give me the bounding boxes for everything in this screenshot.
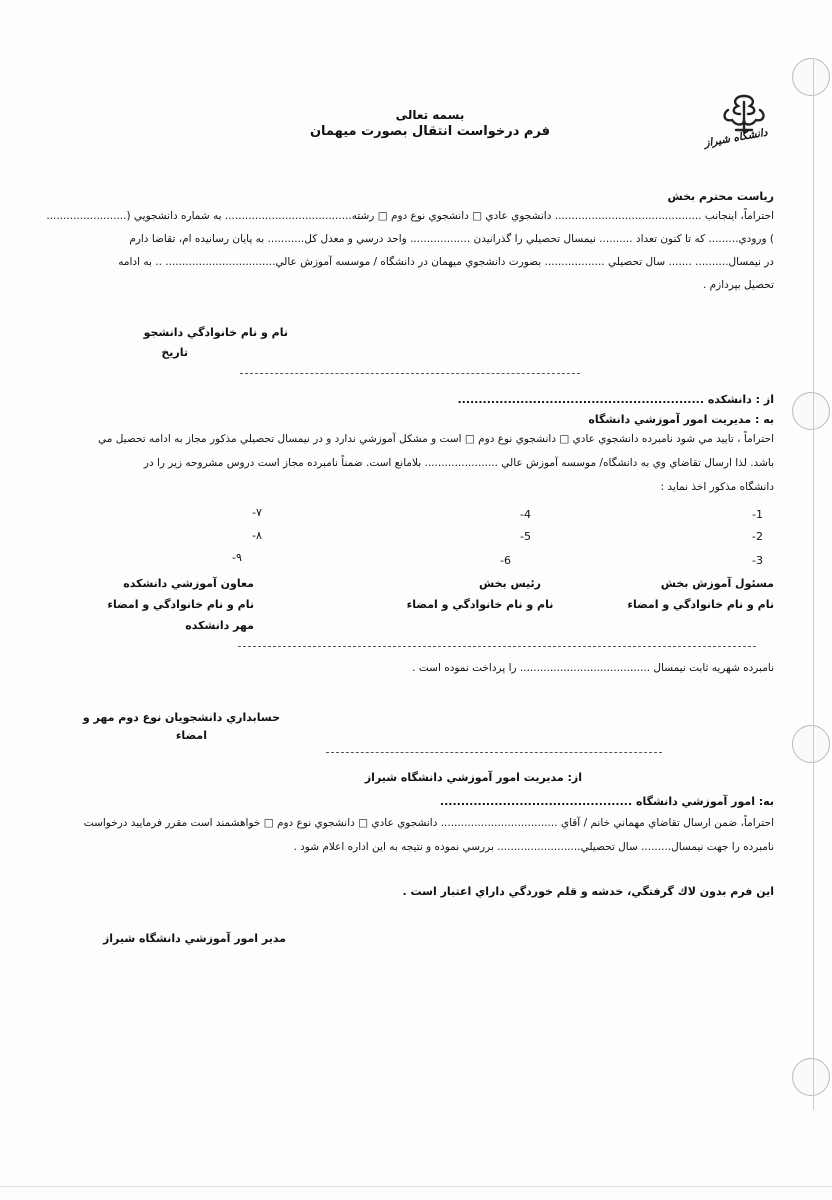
course-slot-2: -2 <box>752 530 763 543</box>
scan-bottom-edge <box>0 1186 832 1187</box>
faculty-seal-label: مهر دانشكده <box>185 619 254 632</box>
student-date-label: تاريخ <box>161 346 188 359</box>
binder-hole-top <box>792 58 830 96</box>
section-divider-1 <box>240 373 580 374</box>
faculty-deputy-title: معاون آموزشي دانشكده <box>123 577 254 590</box>
to-host-university: به: امور آموزشي دانشگاه .............................................. <box>439 795 774 808</box>
faculty-approval-line-1: احتراماً ، تاييد مي شود نامبرده دانشجوي عادي □ دانشجوي نوع دوم □ است و مشكل آموزشي ندارد و در نيمسال تحصيلي مذكور مجاز به ادامه تحصيل مي <box>98 433 774 445</box>
request-line-1: احتراماً، اينجانب ............................................ دانشجوي عادي □ دانشجوي نوع دوم □ رشته...................................... به شماره دانشجويي (........................ <box>46 210 774 222</box>
request-line-2: ) ورودي......... كه تا كنون تعداد .......... نيمسال تحصيلي را گذرانيدن .................. واحد درسي و معدل كل........... به پايان رسانيده ام، تقاضا دارم <box>129 233 774 245</box>
course-slot-4: -4 <box>520 508 531 521</box>
binder-hole-upper <box>792 392 830 430</box>
course-slot-5: -5 <box>520 530 531 543</box>
forward-request-line-1: احتراماً، ضمن ارسال تقاضاي مهماني خانم / آقاي ................................... دانشجوي عادي □ دانشجوي نوع دوم □ خواهشمند است مقرر فرماييد درخواست <box>83 817 774 829</box>
to-education-management: به : مديريت امور آموزشي دانشگاه <box>588 413 774 426</box>
scan-edge-line <box>813 60 814 1110</box>
section-divider-3 <box>326 752 662 753</box>
dept-education-officer-sign: نام و نام خانوادگي و امضاء <box>627 598 774 611</box>
university-logo <box>703 92 770 150</box>
section-divider-2 <box>238 646 756 647</box>
dept-head-sign: نام و نام خانوادگي و امضاء <box>406 598 554 611</box>
bismillah-heading: بسمه تعالی <box>395 108 465 122</box>
course-slot-9: -۹ <box>232 551 242 564</box>
dept-education-officer-title: مسئول آموزش بخش <box>660 577 774 590</box>
form-title: فرم درخواست انتقال بصورت میهمان <box>309 124 551 139</box>
student-name-signature-label: نام و نام خانوادگي دانشجو <box>143 326 288 339</box>
binder-hole-lower <box>792 725 830 763</box>
logo-caption: دانشگاه شیراز <box>703 126 769 150</box>
course-slot-1: -1 <box>752 508 763 521</box>
faculty-approval-line-2: باشد. لذا ارسال تقاضاي وي به دانشگاه/ موسسه آموزش عالي ...................... بلامانع است. ضمناً نامبرده مجاز است دروس مشروحه زير را در <box>143 457 774 469</box>
forward-request-line-2: نامبرده را جهت نيمسال......... سال تحصيلي......................... بررسي نموده و نتيجه به اين اداره اعلام شود . <box>293 841 774 853</box>
salutation-line: رياست محترم بخش <box>667 190 774 203</box>
faculty-from-line: از : دانشكده ........................................................... <box>457 393 774 406</box>
course-slot-8: -۸ <box>252 529 262 542</box>
dept-head-title: رئيس بخش <box>479 577 541 590</box>
accounting-sign-label: امضاء <box>175 729 207 742</box>
course-slot-7: -۷ <box>252 506 262 519</box>
course-slot-3: -3 <box>752 554 763 567</box>
faculty-deputy-sign: نام و نام خانوادگي و امضاء <box>107 598 254 611</box>
request-line-4: تحصيل بپردازم . <box>703 279 774 291</box>
request-line-3: در نيمسال.......... ....... سال تحصيلي .................. بصورت دانشجوي ميهمان در دانشگاه / موسسه آموزش عالي................................. .. به ادامه <box>118 256 774 268</box>
faculty-approval-line-3: دانشگاه مذكور اخذ نمايد : <box>660 481 774 493</box>
validity-note: اين فرم بدون لاك گرفتگي، خدشه و قلم خوردگي داراي اعتبار است . <box>402 885 774 898</box>
course-slot-6: -6 <box>500 554 511 567</box>
tuition-payment-line: نامبرده شهريه ثابت نيمسال ....................................... را پرداخت نموده است . <box>412 662 774 674</box>
from-education-management: از: مديريت امور آموزشي دانشگاه شيراز <box>364 771 582 784</box>
director-signature-label: مدير امور آموزشي دانشگاه شيراز <box>102 932 286 945</box>
binder-hole-bottom <box>792 1058 830 1096</box>
accounting-stamp-label: حسابداري دانشجويان نوع دوم مهر و <box>82 711 280 724</box>
